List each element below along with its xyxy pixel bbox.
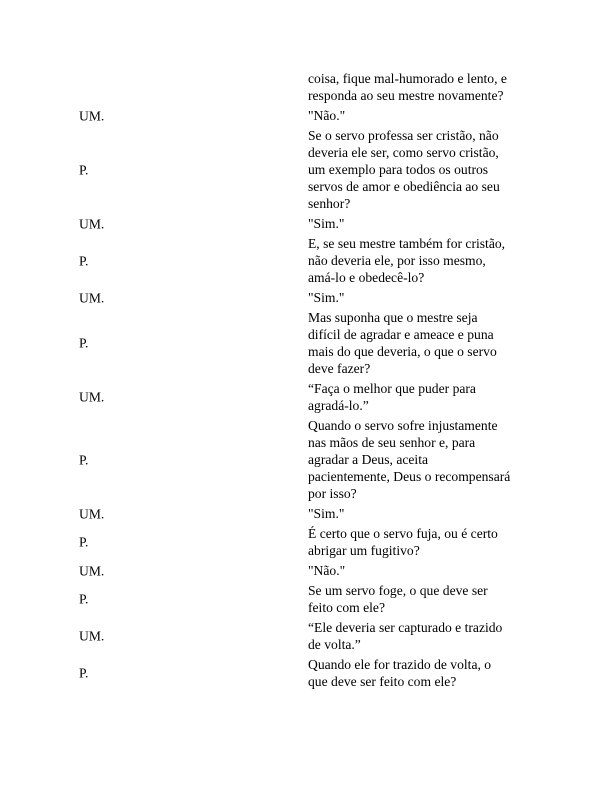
dialogue-text: "Sim.": [308, 216, 345, 231]
speaker-label: UM.: [79, 389, 105, 405]
dialogue-text: "Não.": [308, 563, 346, 578]
speaker-label: P.: [79, 665, 89, 681]
dialogue-row: [0, 127, 612, 212]
speaker-label: P.: [79, 591, 89, 607]
speaker-label: UM.: [79, 506, 105, 521]
dialogue-text: "Sim.": [308, 506, 345, 521]
speaker-label: P.: [79, 534, 89, 550]
dialogue-row: [0, 215, 612, 232]
dialogue-row: [0, 417, 612, 502]
speaker-label: P.: [79, 253, 89, 268]
dialogue-row: [0, 505, 612, 522]
dialogue-row: [0, 107, 612, 124]
dialogue-text: Mas suponha que o mestre seja difícil de agradar e ameace e puna mais do que deveria, o que o servo deve fazer?: [308, 310, 497, 376]
speaker-label: P.: [79, 335, 89, 351]
speaker-label: UM.: [79, 290, 105, 305]
dialogue-row: [0, 235, 612, 286]
dialogue-row: [0, 562, 612, 579]
dialogue-text: “Ele deveria ser capturado e trazido de volta.”: [308, 620, 503, 652]
speaker-label: UM.: [79, 628, 105, 644]
dialogue-row: [0, 70, 612, 104]
dialogue-row: [0, 619, 612, 653]
speaker-label: P.: [79, 452, 89, 467]
dialogue-row: [0, 525, 612, 559]
dialogue-text: coisa, fique mal-humorado e lento, e responda ao seu mestre novamente?: [308, 71, 507, 103]
dialogue-text: Quando o servo sofre injustamente nas mãos de seu senhor e, para agradar a Deus, aceita pacientemente, Deus o recompensará por isso?: [308, 418, 511, 501]
dialogue-text: E, se seu mestre também for cristão, não deveria ele, por isso mesmo, amá-lo e obedecê-lo?: [308, 236, 506, 285]
dialogue-row: [0, 309, 612, 377]
dialogue-text: É certo que o servo fuja, ou é certo abrigar um fugitivo?: [308, 526, 498, 558]
speaker-label: UM.: [79, 216, 105, 231]
dialogue-row: [0, 656, 612, 690]
dialogue-text: "Não.": [308, 108, 346, 123]
speaker-label: UM.: [79, 563, 105, 578]
dialogue-row: [0, 289, 612, 306]
dialogue-text: Se o servo professa ser cristão, não deveria ele ser, como servo cristão, um exemplo para todos os outros servos de amor e obediência ao seu senhor?: [308, 128, 500, 211]
dialogue-text: "Sim.": [308, 290, 345, 305]
speaker-label: UM.: [79, 108, 105, 123]
dialogue-row: [0, 582, 612, 616]
document-page: [0, 70, 612, 693]
dialogue-text: “Faça o melhor que puder para agradá-lo.”: [308, 381, 476, 413]
dialogue-text: Quando ele for trazido de volta, o que deve ser feito com ele?: [308, 657, 492, 689]
speaker-label: P.: [79, 162, 89, 177]
dialogue-row: [0, 380, 612, 414]
dialogue-text: Se um servo foge, o que deve ser feito com ele?: [308, 583, 488, 615]
